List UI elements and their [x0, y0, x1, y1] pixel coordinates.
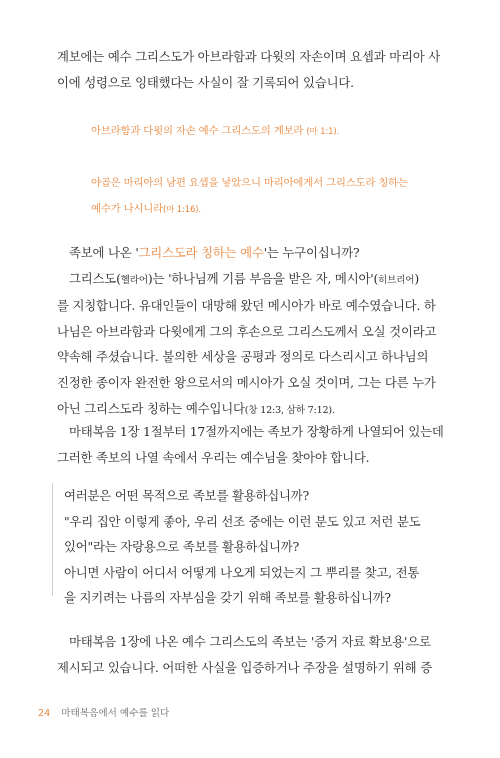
intro-line-2: 이에 성령으로 잉태했다는 사실이 잘 기록되어 있습니다.	[57, 74, 354, 90]
question-paragraph	[57, 240, 445, 266]
reflection-line-4: 아니면 사람이 어디서 어떻게 나오게 되었는지 그 뿌리를 찾고, 전통	[64, 564, 420, 580]
running-title: 마태복음에서 예수를 읽다	[61, 708, 170, 719]
question-text-start: 족보에 나온 '	[69, 245, 139, 260]
reflection-line-2: "우리 집안 이렇게 좋아, 우리 선조 중에는 이런 분도 있고 저런 분도	[64, 513, 421, 529]
def-line-6-reference: (창 12:3, 삼하 7:12).	[244, 404, 335, 416]
intro-paragraph	[57, 44, 445, 95]
closing-line-1: 마태복음 1장에 나온 예수 그리스도의 족보는 '증거 자료 확보용'으로	[69, 634, 431, 649]
def-line-2: 를 지칭합니다. 유대인들이 대망해 왔던 메시아가 바로 예수였습니다. 하	[57, 298, 436, 314]
def-line-4: 약속해 주셨습니다. 불의한 세상을 공평과 정의로 다스리시고 하나님의	[57, 349, 429, 365]
reflection-text	[64, 483, 444, 611]
def-line-1-hebrew: 히브리어	[378, 274, 415, 286]
def-line-6	[57, 401, 335, 416]
def-line-5: 진정한 종이자 완전한 왕으로서의 메시아가 오실 것이며, 그는 다른 누가	[57, 374, 436, 390]
gen-line-1: 마태복음 1장 1절부터 17절까지에는 족보가 장황하게 나열되어 있는데	[69, 424, 444, 439]
def-line-1-c: )	[414, 270, 420, 286]
page-footer	[38, 705, 169, 719]
reflection-line-5: 을 지키려는 나름의 자부심을 갖기 위해 족보를 활용하십니까?	[64, 590, 391, 606]
quote-1-reference: (마 1:1).	[306, 127, 340, 137]
def-line-1-b: )는 '하나님께 기름 부음을 받은 자, 메시아'(	[147, 270, 379, 286]
page-number: 24	[38, 708, 51, 719]
scripture-quote-1	[91, 118, 443, 145]
def-line-1	[57, 271, 419, 286]
quote-2-line-2: 예수가 나시니라	[91, 203, 163, 215]
closing-paragraph	[57, 629, 445, 680]
quote-2-line-1: 야곱은 마리아의 남편 요셉을 낳았으니 마리아에게서 그리스도라 칭하는	[91, 177, 408, 189]
quote-1-text: 아브라함과 다윗의 자손 예수 그리스도의 계보라	[91, 125, 304, 137]
reflection-box	[52, 483, 446, 606]
question-text-end: '는 누구이십니까?	[263, 245, 360, 260]
def-line-1-a: 그리스도(	[69, 270, 121, 286]
reflection-line-3: 있어"라는 자랑용으로 족보를 활용하십니까?	[64, 539, 300, 555]
genealogy-paragraph	[57, 419, 445, 470]
def-line-1-greek: 헬라어	[120, 274, 148, 286]
def-line-3: 나님은 아브라함과 다윗에게 그의 후손으로 그리스도께서 오실 것이라고	[57, 323, 437, 339]
closing-line-2: 제시되고 있습니다. 어떠한 사실을 입증하거나 주장을 설명하기 위해 증	[57, 659, 432, 675]
scripture-quote-2	[91, 170, 443, 223]
def-line-6-text: 아닌 그리스도라 칭하는 예수입니다	[57, 400, 245, 416]
intro-line-1: 계보에는 예수 그리스도가 아브라함과 다윗의 자손이며 요셉과 마리아 사	[57, 49, 440, 64]
reflection-line-1: 여러분은 어떤 목적으로 족보를 활용하십니까?	[64, 488, 310, 503]
gen-line-2: 그러한 족보의 나열 속에서 우리는 예수님을 찾아야 합니다.	[57, 449, 370, 465]
christ-definition-paragraph	[57, 266, 445, 424]
quote-2-reference: (마 1:16).	[162, 205, 201, 215]
highlighted-phrase: 그리스도라 칭하는 예수	[138, 245, 264, 260]
